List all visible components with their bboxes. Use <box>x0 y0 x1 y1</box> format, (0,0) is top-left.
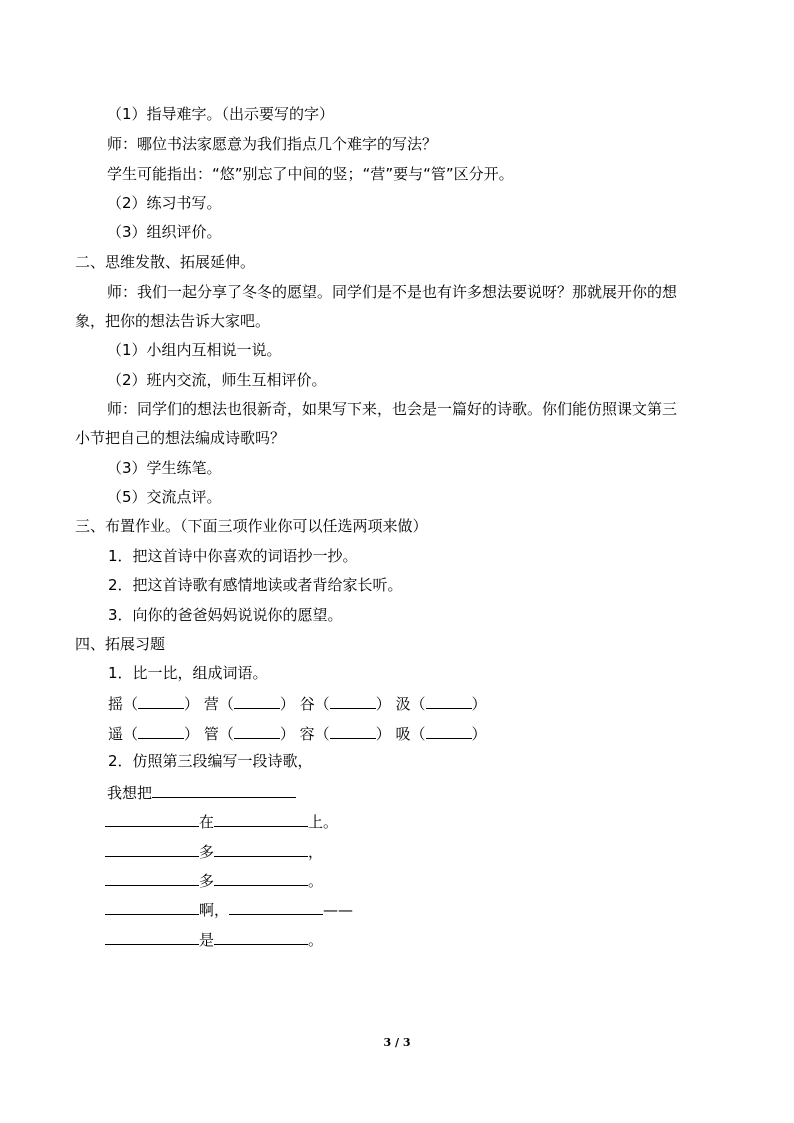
text-line: （1）指导难字。（出示要写的字） <box>107 105 335 123</box>
poem-line <box>105 898 353 920</box>
paren-close: ） <box>471 725 487 743</box>
text-line: 1．比一比，组成词语。 <box>108 664 268 682</box>
answer-blank[interactable] <box>105 869 199 886</box>
poem-text: —— <box>323 901 354 919</box>
poem-text: 在 <box>199 813 215 831</box>
compare-row <box>108 692 487 714</box>
poem-text: 上。 <box>308 813 339 831</box>
paren-open: （ <box>123 725 139 743</box>
poem-line <box>105 869 323 891</box>
paren-close: ） <box>375 725 391 743</box>
section-heading: 二、思维发散、拓展延伸。 <box>75 253 256 271</box>
section-heading: 三、布置作业。（下面三项作业你可以任选两项来做） <box>75 517 428 535</box>
answer-blank[interactable] <box>330 722 376 739</box>
paren-close: ） <box>279 695 295 713</box>
answer-blank[interactable] <box>105 898 199 915</box>
poem-text: 啊， <box>199 901 230 919</box>
paren-open: （ <box>410 695 426 713</box>
poem-text: 。 <box>308 931 324 949</box>
paren-close: ） <box>279 725 295 743</box>
paren-close: ） <box>184 695 200 713</box>
paren-open: （ <box>314 695 330 713</box>
paren-open: （ <box>218 695 234 713</box>
answer-blank[interactable] <box>152 781 296 798</box>
poem-text: 是 <box>199 931 215 949</box>
paren-open: （ <box>123 695 139 713</box>
compare-char: 谷 <box>299 695 315 713</box>
compare-char: 容 <box>299 725 315 743</box>
answer-blank[interactable] <box>426 722 472 739</box>
section-heading: 四、拓展习题 <box>75 635 166 653</box>
answer-blank[interactable] <box>214 810 308 827</box>
text-line: （5）交流点评。 <box>107 488 222 506</box>
answer-blank[interactable] <box>426 692 472 709</box>
text-line: 3．向你的爸爸妈妈说说你的愿望。 <box>108 606 343 624</box>
text-line: 2．把这首诗歌有感情地读或者背给家长听。 <box>108 576 403 594</box>
answer-blank[interactable] <box>330 692 376 709</box>
answer-blank[interactable] <box>234 722 280 739</box>
poem-text: 多 <box>199 872 215 890</box>
answer-blank[interactable] <box>105 928 199 945</box>
text-line: （1）小组内互相说一说。 <box>107 341 282 359</box>
poem-text: 多 <box>199 843 215 861</box>
text-line: （3）学生练笔。 <box>107 459 222 477</box>
text-line: 象，把你的想法告诉大家吧。 <box>75 312 271 330</box>
text-line: 学生可能指出：“悠”别忘了中间的竖；“营”要与“管”区分开。 <box>107 165 514 183</box>
compare-row <box>108 722 487 744</box>
compare-char: 摇 <box>108 695 124 713</box>
answer-blank[interactable] <box>105 840 199 857</box>
compare-char: 吸 <box>395 725 411 743</box>
text-line: （2）班内交流，师生互相评价。 <box>107 371 327 389</box>
poem-line <box>105 928 323 950</box>
text-line: 师：哪位书法家愿意为我们指点几个难字的写法？ <box>107 135 438 153</box>
answer-blank[interactable] <box>138 692 184 709</box>
paren-close: ） <box>375 695 391 713</box>
poem-text: 。 <box>308 872 324 890</box>
text-line: （3）组织评价。 <box>107 223 222 241</box>
text-line: 小节把自己的想法编成诗歌吗？ <box>75 429 286 447</box>
answer-blank[interactable] <box>214 928 308 945</box>
text-line: 2．仿照第三段编写一段诗歌， <box>108 752 313 770</box>
answer-blank[interactable] <box>105 810 199 827</box>
text-line: 师：我们一起分享了冬冬的愿望。同学们是不是也有许多想法要说呀？那就展开你的想 <box>107 283 678 301</box>
answer-blank[interactable] <box>214 840 308 857</box>
poem-line <box>105 810 338 832</box>
compare-char: 遥 <box>108 725 124 743</box>
answer-blank[interactable] <box>214 869 308 886</box>
answer-blank[interactable] <box>229 898 323 915</box>
poem-line <box>107 781 296 803</box>
text-line: （2）练习书写。 <box>107 194 222 212</box>
poem-text: ， <box>308 843 324 861</box>
poem-text: 我想把 <box>107 784 153 802</box>
compare-char: 营 <box>203 695 219 713</box>
answer-blank[interactable] <box>234 692 280 709</box>
paren-close: ） <box>184 725 200 743</box>
page-number: 3 / 3 <box>383 1036 411 1049</box>
paren-open: （ <box>410 725 426 743</box>
compare-char: 汲 <box>395 695 411 713</box>
text-line: 1．把这首诗中你喜欢的词语抄一抄。 <box>108 547 358 565</box>
poem-line <box>105 840 323 862</box>
text-line: 师：同学们的想法也很新奇，如果写下来，也会是一篇好的诗歌。你们能仿照课文第三 <box>107 400 678 418</box>
paren-close: ） <box>471 695 487 713</box>
paren-open: （ <box>218 725 234 743</box>
compare-char: 管 <box>203 725 219 743</box>
paren-open: （ <box>314 725 330 743</box>
answer-blank[interactable] <box>138 722 184 739</box>
